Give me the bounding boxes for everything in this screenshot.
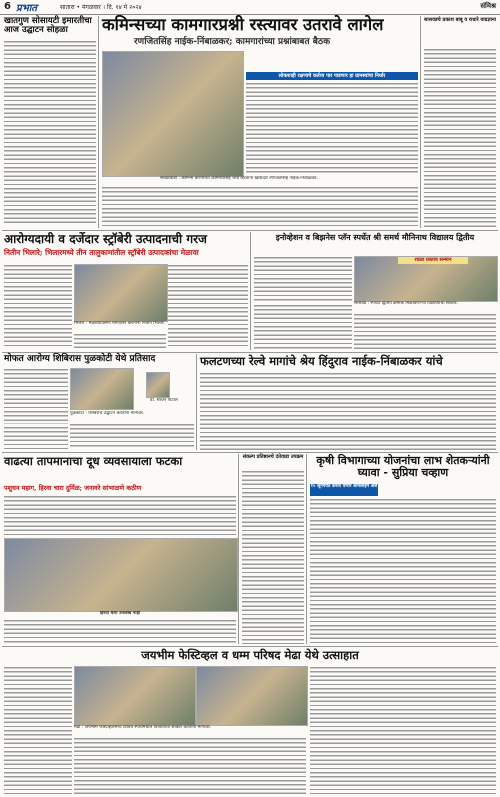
article-5-body-3 [4,426,68,449]
section-divider [2,452,498,453]
article-1-body [4,40,96,226]
article-7-headline: वाढत्या तापमानाचा दूध व्यवसायाला फटका [4,454,183,468]
article-3-subheadline: नितीन भिलारे; भिलारमध्ये तीन तालुकामांतील स्ट्रॉबेरी उत्पादकांचा मेळावा [4,248,199,257]
newspaper-logo: प्रभात [16,3,38,14]
column-rule [420,16,421,228]
article-10-body [4,666,72,794]
section-name: संमिश्र [480,2,496,10]
article-1-headline: खातगुण सोसायटी इमारतीचा आज उद्घाटन सोहळा [4,16,92,36]
article-2-body [102,186,418,228]
article-9-box-title: १५ जूनपर्यंत करता येणार ऑनलाइन अर्ज [310,484,378,496]
article-10-headline: जयभीम फेस्टिव्हल व धम्म परिषद मेढा येथे उत्साहात [141,648,359,662]
article-10-photo [74,666,196,726]
section-divider [2,230,498,231]
column-rule [306,454,307,644]
article-10-photo-2 [196,666,308,726]
article-2-subheadline: रणजितसिंह नाईक-निंबाळकर; कामगारांच्या प्रश्नांबाबत बैठक [134,37,330,47]
side-body [424,48,496,228]
side-headline: सासवडचे प्रकाश बाबू व राधारे याग्रज्ञाना [424,17,496,23]
page-header [0,0,500,15]
page-number: 6 [4,1,11,12]
issue-date: सातारा • मंगळवार । दि. १४ मे २०२४ [60,4,142,11]
article-7-caption: हिरवा चारा उपलब्ध नाही [99,611,141,616]
article-9-body [310,498,496,644]
article-7-photo [4,538,238,612]
article-4-body-2 [254,304,352,350]
article-6-headline: फलटणच्या रेल्वे मागांचे श्रेय हिंदुराव नाईक-निंबाळकर यांचे [200,354,443,368]
article-5-headline: मोफत आरोग्य शिबिरास पुळकोटी येथे प्रतिसाद [4,354,156,364]
section-divider [2,646,498,647]
article-8-body [242,470,304,644]
article-4-body [254,256,352,302]
article-2-caption: साखरवाडी : कमिन्स कंपनीच्या कामगारांसह चर्चा करताना खासदार रणजितसिंह नाईक-निंबाळकर. [160,176,318,181]
article-2-box-body [246,82,418,174]
article-3-caption: भिलार : मेळाव्याप्रसंगी मार्गदर्शन करताना नितीन भिलारे. [74,321,166,326]
article-4-caption: सासवड : स्पर्धेत द्वितीय क्रमांक मिळविणाऱ्या विद्यार्थ्यांचा सत्कार. [354,301,459,306]
article-5-photo [70,368,134,410]
column-rule [98,16,99,228]
portrait-photo [146,372,170,398]
article-8-headline: संकल्प प्रतिष्ठानचे दंतेवाडा उपक्रम [242,454,304,460]
article-10-caption: मेढा : जयभीम फेस्टिव्हलमध्ये विविध स्पर्धांमधील विजेत्यांचा सत्कार करताना मान्यवर. [74,725,212,730]
article-2-box-title: लोकशाही रक्षणाचे कर्तव्य पार पाडणार हा ग्रामस्थांचा निर्धार [246,72,418,80]
article-2-photo [102,51,244,177]
article-3-headline: आरोग्यदायी व दर्जेदार स्ट्रॉबेरी उत्पादनाची गरज [4,232,207,246]
article-10-body-3 [310,666,496,794]
article-2-headline: कमिन्सच्या कामगारप्रश्नी रस्त्यावर उतरावे लागेल [102,15,384,34]
article-5-body-2 [70,423,194,449]
article-3-body-2 [168,264,248,348]
article-9-headline: कृषी विभागाच्या योजनांचा लाभ शेतकऱ्यांनी घ्यावा - सुप्रिया चव्हाण [316,454,490,480]
article-4-body-3 [354,313,496,350]
article-4-headline: इनोव्हेशन व बिझनेस प्लॅन स्पर्धेत श्री समर्थ मौनिनाथ विद्यालय द्वितीय [275,232,475,242]
article-10-body-2 [74,737,306,794]
article-6-body [200,372,496,450]
article-3-body-3 [74,333,166,348]
article-5-caption: पुळकोटी : शिबिराचे उद्घाटन करताना मान्यवर. [70,411,145,416]
section-divider [2,352,498,353]
portrait-name: डॉ. सचिन पाटील [150,398,178,403]
article-7-subheadline: पशुधन महाग, हिरवा चारा दुर्मिळ; जनावरे सांभाळणे कठीण [4,484,142,492]
article-4-box-title: शाळा प्रस्ताव सन्मान [398,257,468,264]
article-3-body [4,264,72,348]
column-rule [238,454,239,644]
article-7-body [4,495,236,537]
column-rule [196,354,197,450]
article-7-body-2 [4,619,236,643]
column-rule [250,232,251,350]
article-3-photo [74,264,168,322]
article-5-body [4,368,68,424]
